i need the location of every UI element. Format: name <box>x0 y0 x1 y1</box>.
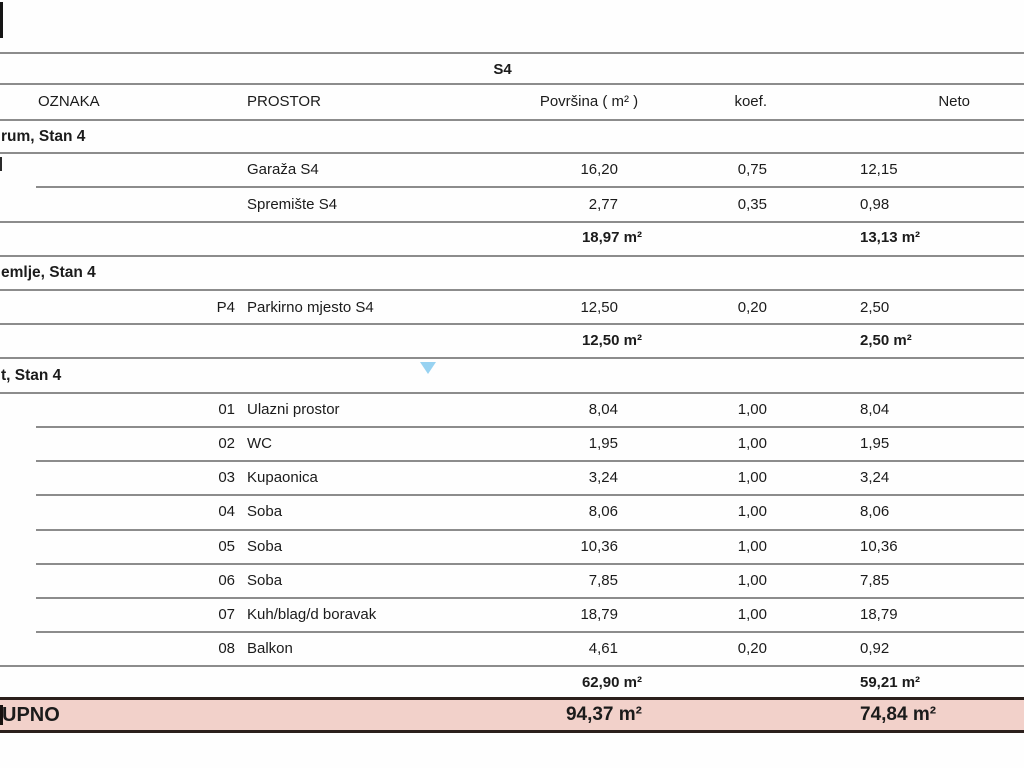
table-row <box>0 160 1024 180</box>
subtotal-povrsina: 12,50 m² <box>581 332 642 349</box>
divider <box>0 357 1024 359</box>
divider <box>0 255 1024 257</box>
table-row <box>0 571 1024 591</box>
cell-koef: 1,00 <box>737 435 767 452</box>
cell-koef: 0,35 <box>737 196 767 213</box>
cell-oznaka: 04 <box>218 503 235 520</box>
table-row <box>0 468 1024 488</box>
cell-povrsina: 8,04 <box>588 401 618 418</box>
divider <box>0 52 1024 54</box>
cell-koef: 0,20 <box>737 299 767 316</box>
cell-neto: 8,04 <box>860 401 890 418</box>
subtotal-neto: 2,50 m² <box>860 332 912 349</box>
cell-koef: 0,20 <box>737 640 767 657</box>
cell-prostor: Spremište S4 <box>247 196 338 213</box>
cell-neto: 0,98 <box>860 196 890 213</box>
page-title: S4 <box>493 61 512 78</box>
column-header-neto: Neto <box>938 93 970 110</box>
divider <box>36 186 1024 188</box>
subtotal-row <box>0 228 1024 248</box>
cell-koef: 1,00 <box>737 572 767 589</box>
cell-neto: 0,92 <box>860 640 890 657</box>
cell-oznaka: 08 <box>218 640 235 657</box>
grand-total-row <box>0 697 1024 733</box>
cell-oznaka: 02 <box>218 435 235 452</box>
cell-neto: 2,50 <box>860 299 890 316</box>
cell-prostor: Balkon <box>247 640 293 657</box>
subtotal-povrsina: 62,90 m² <box>581 674 642 691</box>
cell-oznaka: 07 <box>218 606 235 623</box>
cell-neto: 7,85 <box>860 572 890 589</box>
cell-prostor: Parkirno mjesto S4 <box>247 299 374 316</box>
divider <box>0 83 1024 85</box>
grand-total-neto: 74,84 m² <box>860 704 937 725</box>
cell-povrsina: 8,06 <box>588 503 618 520</box>
cell-oznaka: 06 <box>218 572 235 589</box>
cell-neto: 12,15 <box>860 161 898 178</box>
cell-povrsina: 2,77 <box>588 196 618 213</box>
cell-neto: 8,06 <box>860 503 890 520</box>
cell-neto: 1,95 <box>860 435 890 452</box>
subtotal-row <box>0 673 1024 693</box>
cell-prostor: Kuh/blag/d boravak <box>247 606 377 623</box>
divider <box>0 119 1024 121</box>
table-row <box>0 605 1024 625</box>
cell-prostor: Ulazni prostor <box>247 401 340 418</box>
table-row <box>0 400 1024 420</box>
cell-koef: 1,00 <box>737 469 767 486</box>
cut-off-mark <box>0 2 3 38</box>
triangle-down-icon <box>420 362 436 374</box>
divider <box>0 289 1024 291</box>
divider <box>36 460 1024 462</box>
divider <box>0 323 1024 325</box>
table-row <box>0 195 1024 215</box>
column-header-oznaka: OZNAKA <box>38 93 100 110</box>
divider <box>0 221 1024 223</box>
cell-koef: 1,00 <box>737 606 767 623</box>
grand-total-label: UPNO <box>2 704 60 726</box>
subtotal-neto: 13,13 m² <box>860 229 921 246</box>
cell-povrsina: 16,20 <box>580 161 618 178</box>
cell-prostor: Kupaonica <box>247 469 318 486</box>
table-row <box>0 639 1024 659</box>
cell-neto: 18,79 <box>860 606 898 623</box>
cell-koef: 0,75 <box>737 161 767 178</box>
subtotal-row <box>0 331 1024 351</box>
cell-povrsina: 10,36 <box>580 538 618 555</box>
cell-prostor: WC <box>247 435 272 452</box>
cell-oznaka: 03 <box>218 469 235 486</box>
subtotal-neto: 59,21 m² <box>860 674 921 691</box>
grand-total-povrsina: 94,37 m² <box>565 704 642 725</box>
section-header: rum, Stan 4 <box>1 128 86 145</box>
subtotal-povrsina: 18,97 m² <box>581 229 642 246</box>
divider <box>0 152 1024 154</box>
divider <box>36 426 1024 428</box>
divider <box>36 529 1024 531</box>
cell-oznaka: P4 <box>216 299 235 316</box>
cell-oznaka: 05 <box>218 538 235 555</box>
cell-koef: 1,00 <box>737 538 767 555</box>
cell-prostor: Soba <box>247 538 283 555</box>
cell-koef: 1,00 <box>737 401 767 418</box>
cell-koef: 1,00 <box>737 503 767 520</box>
section-header: emlje, Stan 4 <box>1 264 96 281</box>
table-row <box>0 298 1024 318</box>
cell-prostor: Soba <box>247 503 283 520</box>
cell-povrsina: 4,61 <box>588 640 618 657</box>
cell-prostor: Garaža S4 <box>247 161 319 178</box>
cell-povrsina: 3,24 <box>588 469 618 486</box>
column-header-koef: koef. <box>734 93 767 110</box>
table-row <box>0 537 1024 557</box>
divider <box>0 665 1024 667</box>
divider <box>36 597 1024 599</box>
divider <box>36 563 1024 565</box>
table-row <box>0 434 1024 454</box>
cell-povrsina: 7,85 <box>588 572 618 589</box>
cell-neto: 3,24 <box>860 469 890 486</box>
divider <box>0 392 1024 394</box>
divider <box>36 494 1024 496</box>
table-row <box>0 502 1024 522</box>
table-header-row <box>0 92 1024 112</box>
divider <box>36 631 1024 633</box>
cell-oznaka: 01 <box>218 401 235 418</box>
cell-neto: 10,36 <box>860 538 898 555</box>
cell-povrsina: 18,79 <box>580 606 618 623</box>
cell-povrsina: 1,95 <box>588 435 618 452</box>
column-header-povrsina: Površina ( m² ) <box>539 93 639 110</box>
column-header-prostor: PROSTOR <box>247 93 321 110</box>
cell-povrsina: 12,50 <box>580 299 618 316</box>
section-header: t, Stan 4 <box>1 367 62 384</box>
cell-prostor: Soba <box>247 572 283 589</box>
